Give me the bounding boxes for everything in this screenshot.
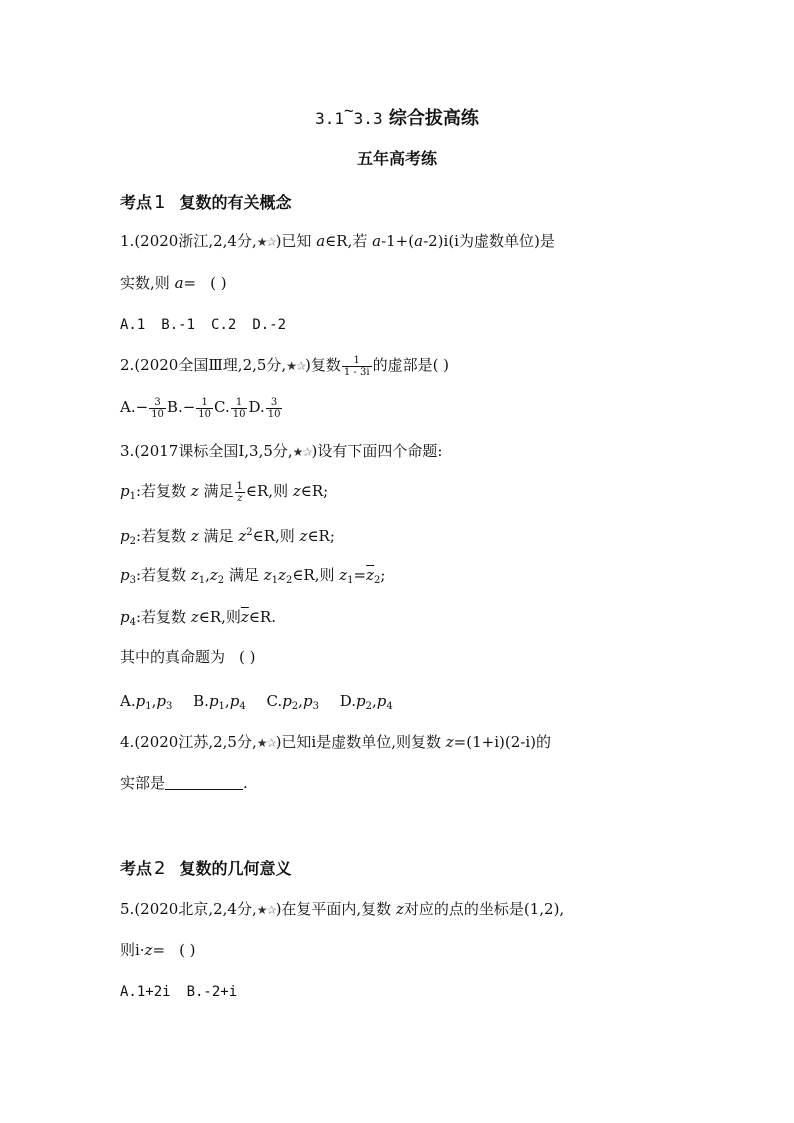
question-source: (2020浙江,2,4分, [134, 232, 257, 250]
question-text: ∈R,若 [325, 232, 368, 250]
prop-text: ∈R. [248, 608, 276, 626]
question-5-options [120, 981, 253, 1003]
variable: z [292, 482, 301, 500]
option-label: B. [193, 692, 209, 710]
question-text: -1+( [381, 232, 415, 250]
star-hollow-icon: ✰ [302, 445, 312, 459]
prop-subscript: 1 [129, 491, 136, 502]
prop-text: 满足 [228, 566, 259, 584]
question-5-line-1 [120, 898, 564, 921]
option-sign: − [182, 398, 196, 416]
denominator: 10 [151, 408, 164, 420]
title-text: 综合拔高练 [388, 108, 479, 129]
prop-text: 满足 [203, 527, 234, 545]
option-c: C.2 [211, 317, 237, 333]
denominator: 1 - 3i [343, 366, 370, 378]
difficulty-stars [257, 903, 276, 917]
star-filled-icon: ★ [256, 235, 267, 249]
variable: a [174, 274, 184, 292]
prop-label: p [120, 482, 130, 500]
difficulty-stars [286, 359, 305, 373]
section-label: 考点 [120, 859, 153, 878]
question-3-ask [120, 646, 256, 668]
option-sign: − [135, 398, 149, 416]
question-text: -2)i(i为虚数单位)是 [423, 232, 555, 250]
question-2-line-1 [120, 354, 449, 378]
subscript: 1 [198, 575, 206, 586]
numerator: 1 [231, 397, 248, 409]
prop-label: p [120, 527, 130, 545]
star-hollow-icon: ✰ [266, 736, 276, 750]
question-number: 1. [120, 232, 135, 250]
question-number: 4. [120, 733, 135, 751]
variable: z [238, 527, 247, 545]
numerator: 1 [196, 397, 213, 409]
prop-text: ∈R; [300, 482, 329, 500]
question-2-options [120, 396, 283, 420]
question-text: 则i· [120, 941, 145, 959]
subscript: 3 [312, 701, 319, 712]
answer-blank[interactable] [165, 774, 243, 790]
page-subtitle: 五年高考练 [356, 149, 437, 168]
prop-label: p [355, 692, 366, 710]
subscript: 3 [165, 701, 173, 712]
section-name: 复数的有关概念 [179, 193, 292, 212]
prop-text: :若复数 [135, 566, 187, 584]
prop-label: p [135, 692, 146, 710]
answer-paren: ( ) [179, 941, 196, 959]
question-number: 2. [120, 356, 135, 374]
variable: z [190, 527, 199, 545]
option-label: C. [214, 398, 230, 416]
option-label: D. [248, 398, 265, 416]
prop-text: 满足 [203, 482, 234, 500]
question-3-line-1 [120, 440, 442, 463]
subscript: 2 [374, 575, 381, 586]
option-label: C. [266, 692, 283, 710]
question-text: )在复平面内,复数 [275, 900, 392, 918]
prop-label: p [229, 692, 240, 710]
prop-subscript: 2 [129, 536, 136, 547]
variable: z [190, 566, 199, 584]
conjugate-variable: $\overline{z}$ [366, 566, 375, 584]
prop-text: ; [380, 566, 386, 584]
fraction [196, 397, 213, 420]
answer-paren: ( ) [210, 274, 227, 292]
variable: z [144, 941, 153, 959]
fraction [235, 481, 245, 504]
prop-text: ∈R,则 [198, 608, 241, 626]
section-number: 1 [154, 192, 166, 213]
question-1-options [120, 314, 302, 336]
question-text: 实部是 [120, 774, 166, 792]
prop-text: ∈R; [307, 527, 335, 545]
question-number: 3. [120, 442, 135, 460]
proposition-p3: $p_3$:若复数 $z_1,z_2$ 满足 $z_1z_2\in R$,则 $z_1=\overline{z}_2$; [120, 566, 386, 586]
question-source: (2020全国Ⅲ理,2,5分, [134, 356, 287, 374]
star-hollow-icon: ✰ [295, 359, 306, 373]
variable: z [445, 733, 454, 751]
subscript: 2 [365, 701, 372, 712]
question-text: )设有下面四个命题: [311, 442, 443, 460]
question-text: 其中的真命题为 [120, 648, 226, 666]
variable: z [190, 482, 199, 500]
subscript: 1 [271, 575, 279, 586]
fraction [149, 397, 166, 420]
denominator: 10 [267, 408, 281, 420]
prop-text: :若复数 [135, 608, 187, 626]
prop-subscript: 3 [129, 575, 136, 586]
section-name: 复数的几何意义 [179, 859, 292, 878]
star-filled-icon: ★ [256, 903, 267, 917]
denominator: z [237, 492, 243, 504]
question-1-line-1 [120, 230, 555, 253]
proposition-p1 [120, 480, 328, 508]
option-label: A. [120, 692, 136, 710]
title-range-end: 3.3 [353, 109, 383, 128]
option-b: B.-1 [161, 317, 196, 333]
prop-label: p [120, 566, 130, 584]
option-a: $A.p_1,p_3$ [120, 692, 173, 712]
difficulty-stars [257, 235, 276, 249]
numerator: 3 [266, 397, 283, 409]
denominator: 10 [232, 408, 246, 420]
fraction [231, 397, 248, 420]
section-heading-2 [120, 856, 291, 879]
question-text: )复数 [305, 356, 341, 374]
superscript: 2 [246, 527, 253, 538]
section-heading-1 [120, 190, 291, 213]
variable: a [372, 232, 382, 250]
prop-text: :若复数 [135, 527, 187, 545]
star-hollow-icon: ✰ [266, 903, 276, 917]
conjugate-variable: $\overline{z}$ [240, 608, 249, 626]
prop-label: p [156, 692, 166, 710]
variable: z [190, 608, 199, 626]
question-text: = [152, 941, 166, 959]
difficulty-stars [257, 736, 276, 750]
star-filled-icon: ★ [292, 445, 303, 459]
star-hollow-icon: ✰ [266, 235, 276, 249]
option-label: B. [166, 398, 183, 416]
subscript: 2 [291, 701, 299, 712]
fraction [342, 355, 372, 378]
prop-label: p [302, 692, 313, 710]
option-a: A.1 [120, 317, 146, 333]
question-1-line-2 [120, 272, 227, 294]
subscript: 1 [347, 575, 354, 586]
question-number: 5. [120, 900, 135, 918]
variable: a [414, 232, 424, 250]
numerator: 1 [342, 355, 372, 367]
prop-text: ∈R,则 [252, 527, 295, 545]
option-b: B.-2+i [186, 984, 238, 1000]
option-a [120, 396, 167, 420]
difficulty-stars [293, 445, 312, 459]
variable: a [316, 232, 326, 250]
question-source: (2020北京,2,4分, [134, 900, 257, 918]
fraction [266, 397, 283, 420]
question-text: . [243, 774, 248, 792]
title-tilde: ~ [344, 101, 354, 120]
prop-text: ∈R,则 [292, 566, 335, 584]
title-range-start: 3.1 [315, 109, 345, 128]
prop-subscript: 4 [129, 617, 136, 628]
prop-label: p [282, 692, 292, 710]
option-c [214, 396, 248, 420]
question-4-line-2 [120, 772, 248, 794]
variable: z [395, 900, 404, 918]
question-text: 对应的点的坐标是(1,2), [403, 900, 565, 918]
star-filled-icon: ★ [286, 359, 296, 373]
denominator: 10 [198, 408, 212, 420]
numerator: 1 [236, 480, 243, 492]
subscript: 2 [285, 575, 293, 586]
option-b [166, 396, 214, 420]
question-text: 的虚部是( ) [372, 356, 450, 374]
prop-label: p [120, 608, 130, 626]
variable: z [263, 566, 272, 584]
question-text: =(1+i)(2-i)的 [453, 733, 551, 751]
variable: z [278, 566, 286, 584]
page-title [0, 101, 794, 130]
question-5-line-2 [120, 939, 196, 961]
subscript: 1 [218, 701, 225, 712]
question-text: )已知i是虚数单位,则复数 [275, 733, 441, 751]
option-a: A.1+2i [120, 984, 171, 1000]
subscript: 2 [217, 575, 225, 586]
question-source: (2020江苏,2,5分, [134, 733, 257, 751]
subscript: 1 [145, 701, 152, 712]
option-label: D. [339, 692, 356, 710]
proposition-p2 [120, 522, 335, 553]
question-text: 实数,则 [120, 274, 170, 292]
option-d: $D.p_2,p_4$ [339, 692, 393, 712]
option-d: D.-2 [252, 317, 287, 333]
variable: z [339, 566, 348, 584]
prop-label: p [208, 692, 219, 710]
question-text: )已知 [275, 232, 312, 250]
option-b: $B.p_1,p_4$ [193, 692, 246, 712]
subscript: 4 [386, 701, 393, 712]
answer-paren: ( ) [239, 648, 256, 666]
section-number: 2 [154, 858, 166, 879]
question-3-options [120, 690, 409, 718]
variable: z [209, 566, 218, 584]
section-label: 考点 [120, 193, 153, 212]
question-4-line-1 [120, 731, 551, 754]
prop-text: :若复数 [135, 482, 187, 500]
option-c: $C.p_2,p_3$ [266, 692, 319, 712]
prop-text: ∈R,则 [245, 482, 289, 500]
option-label: A. [120, 398, 136, 416]
subscript: 4 [239, 701, 246, 712]
proposition-p4 [120, 606, 276, 634]
prop-label: p [376, 692, 387, 710]
numerator: 3 [149, 397, 166, 409]
question-text: = [183, 274, 197, 292]
option-d [248, 396, 283, 420]
star-filled-icon: ★ [256, 736, 267, 750]
question-source: (2017课标全国Ⅰ,3,5分, [134, 442, 293, 460]
variable: z [299, 527, 308, 545]
